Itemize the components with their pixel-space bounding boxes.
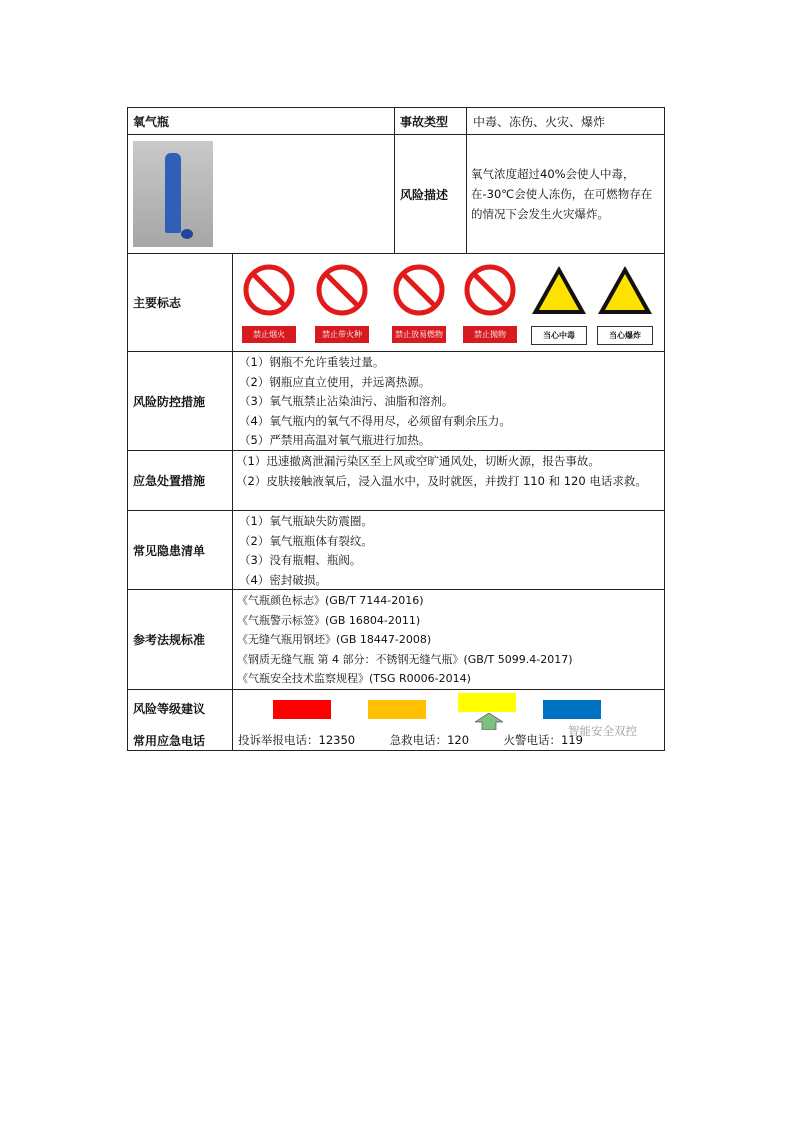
oxygen-cylinder-photo (133, 141, 213, 247)
hazards-label: 常见隐患清单 (127, 510, 233, 590)
control-item: （4）氧气瓶内的氧气不得用尽，必须留有剩余压力。 (239, 413, 511, 428)
safety-sign (238, 262, 300, 342)
standard-item: 《气瓶颜色标志》(GB/T 7144-2016) (237, 594, 424, 607)
control-item: （1）钢瓶不允许重装过量。 (239, 355, 385, 369)
selected-level-arrow-icon (475, 713, 503, 730)
control-list (232, 351, 665, 451)
prohibition-circle-icon (238, 262, 300, 318)
hazard-item: （3）没有瓶帽、瓶阀。 (239, 553, 362, 567)
sign-caption: 当心中毒 (531, 326, 587, 345)
risk-swatch-red (273, 700, 331, 719)
emergency-item: （1）迅速撤离泄漏污染区至上风或空旷通风处，切断火源，报告事故。 (236, 454, 600, 468)
risk-desc-value: 氧气浓度超过40%会使人中毒，在-30℃会使人冻伤，在可燃物存在的情况下会发生火灾爆炸。 (466, 134, 665, 254)
risk-swatch-orange (368, 700, 426, 719)
safety-sign (311, 262, 373, 342)
control-item: （2）钢瓶应直立使用，并远离热源。 (239, 374, 431, 389)
warning-triangle-icon (594, 262, 656, 318)
hazard-item: （2）氧气瓶瓶体有裂纹。 (239, 533, 373, 548)
accident-type-label: 事故类型 (394, 107, 467, 135)
warning-triangle-icon (528, 262, 590, 318)
sign-caption: 禁止抛物 (463, 326, 517, 343)
signs-label: 主要标志 (127, 253, 233, 352)
sign-caption: 禁止带火种 (315, 326, 369, 343)
control-label: 风险防控措施 (127, 351, 233, 451)
photo-cell (127, 134, 395, 254)
standard-item: 《气瓶安全技术监察规程》(TSG R0006-2014) (237, 672, 471, 685)
risk-swatch-yellow-selected (458, 693, 516, 712)
phone-numbers: 投诉举报电话：12350 急救电话：120 火警电话：119 (238, 733, 583, 747)
risk-swatch-blue (543, 700, 601, 719)
standards-list (232, 589, 665, 690)
control-item: （5）严禁用高温对氧气瓶进行加热。 (239, 433, 431, 447)
prohibition-circle-icon (311, 262, 373, 318)
prohibition-circle-icon (459, 262, 521, 318)
prohibition-circle-icon (388, 262, 450, 318)
emergency-label: 应急处置措施 (127, 450, 233, 511)
safety-sign (594, 262, 656, 342)
item-title: 氧气瓶 (127, 107, 395, 135)
safety-sign (528, 262, 590, 342)
control-item: （3）氧气瓶禁止沾染油污、油脂和溶剂。 (239, 394, 454, 408)
hazard-item: （1）氧气瓶缺失防震圈。 (239, 514, 373, 528)
safety-sign (388, 262, 450, 342)
risk-level-label: 风险等级建议 (133, 702, 206, 716)
hazard-item: （4）密封破损。 (239, 572, 327, 587)
sign-caption: 当心爆炸 (597, 326, 653, 345)
standards-label: 参考法规标准 (127, 589, 233, 690)
bottom-label-cell (127, 689, 233, 751)
sign-caption: 禁止放易燃物 (392, 326, 446, 343)
safety-sign (459, 262, 521, 342)
risk-desc-label: 风险描述 (394, 134, 467, 254)
emergency-item: （2）皮肤接触液氧后，浸入温水中，及时就医，并拨打 110 和 120 电话求救。 (236, 473, 647, 488)
emergency-list (232, 450, 665, 511)
hazards-list (232, 510, 665, 590)
accident-type-value: 中毒、冻伤、火灾、爆炸 (466, 107, 665, 135)
standard-item: 《钢质无缝气瓶 第 4 部分：不锈钢无缝气瓶》(GB/T 5099.4-2017) (237, 652, 573, 666)
phone-label: 常用应急电话 (133, 734, 206, 748)
watermark: 智能安全双控 (568, 724, 637, 738)
standard-item: 《无缝气瓶用钢坯》(GB 18447-2008) (237, 633, 432, 646)
bottom-value-cell (232, 689, 665, 751)
standard-item: 《气瓶警示标签》(GB 16804-2011) (237, 613, 421, 627)
sign-caption: 禁止烟火 (242, 326, 296, 343)
